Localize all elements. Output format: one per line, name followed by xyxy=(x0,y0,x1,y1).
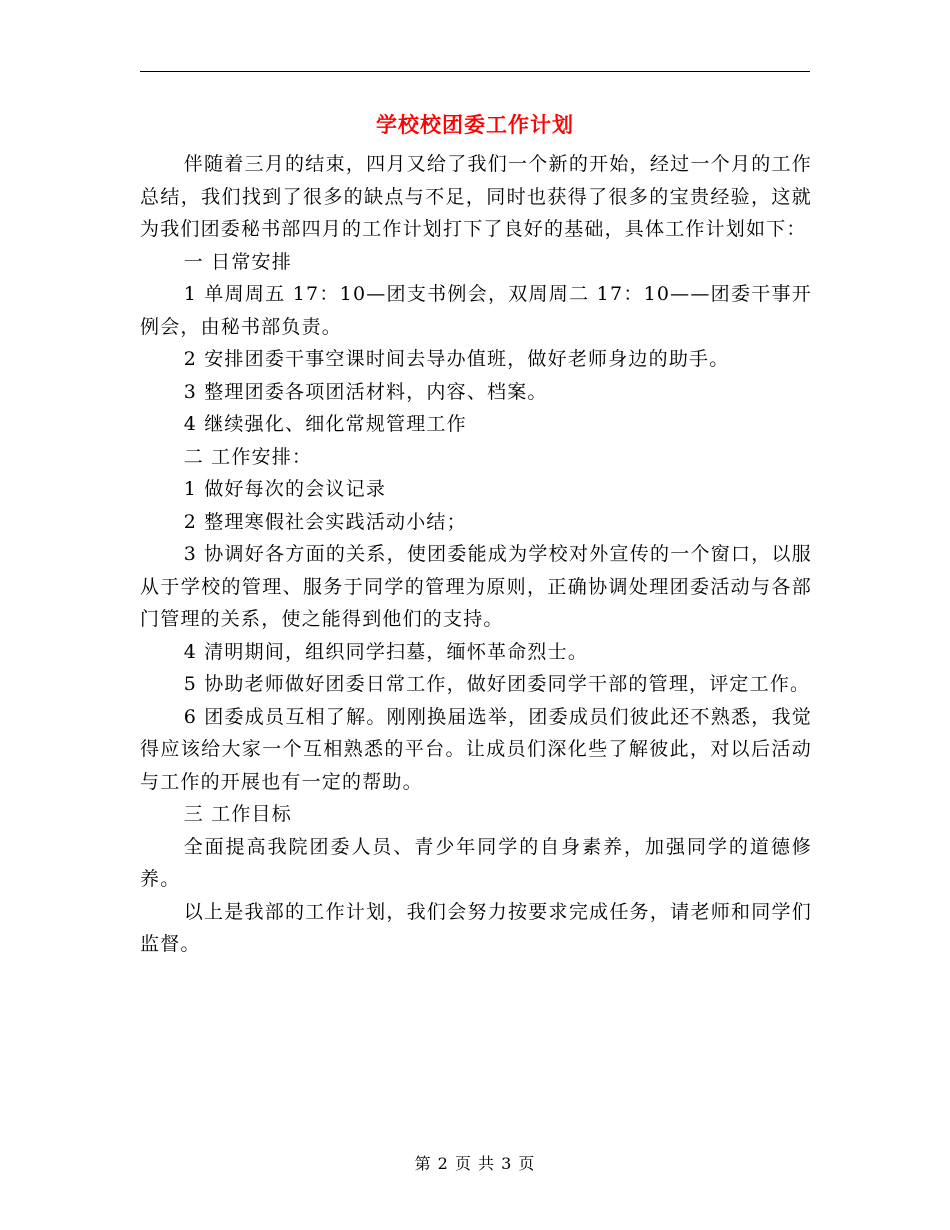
section-heading-work: 二 工作安排： xyxy=(183,445,313,468)
paragraph-item: 2 整理寒假社会实践活动小结； xyxy=(183,510,467,533)
header-rule xyxy=(140,71,810,72)
paragraph-item: 4 清明期间，组织同学扫墓，缅怀革命烈士。 xyxy=(183,640,589,663)
page-footer: 第 2 页 共 3 页 xyxy=(414,1154,536,1173)
document-body xyxy=(140,148,812,961)
paragraph-intro: 伴随着三月的结束，四月又给了我们一个新的开始，经过一个月的工作总结，我们找到了很多的缺点与不足，同时也获得了很多的宝贵经验，这就为我们团委秘书部四月的工作计划打下了良好的基础，具体工作计划如下： xyxy=(140,153,812,240)
paragraph-item: 3 整理团委各项团活材料，内容、档案。 xyxy=(183,380,548,403)
paragraph-item: 5 协助老师做好团委日常工作，做好团委同学干部的管理，评定工作。 xyxy=(183,673,811,695)
paragraph-item: 1 单周周五 17：10—团支书例会，双周周二 17：10——团委干事开例会，由秘书部负责。 xyxy=(140,283,812,338)
paragraph-item: 2 安排团委干事空课时间去导办值班，做好老师身边的助手。 xyxy=(183,348,730,370)
document-title: 学校校团委工作计划 xyxy=(376,112,574,137)
paragraph-item: 3 协调好各方面的关系，使团委能成为学校对外宣传的一个窗口，以服从于学校的管理、服务于同学的管理为原则，正确协调处理团委活动与各部门管理的关系，使之能得到他们的支持。 xyxy=(140,543,812,630)
paragraph-closing: 以上是我部的工作计划，我们会努力按要求完成任务，请老师和同学们监督。 xyxy=(140,900,812,955)
paragraph-item: 1 做好每次的会议记录 xyxy=(183,478,387,500)
section-heading-goals: 三 工作目标 xyxy=(183,803,292,825)
paragraph-goals: 全面提高我院团委人员、青少年同学的自身素养，加强同学的道德修养。 xyxy=(140,835,812,890)
paragraph-item: 6 团委成员互相了解。刚刚换届选举，团委成员们彼此还不熟悉，我觉得应该给大家一个互相熟悉的平台。让成员们深化些了解彼此，对以后活动与工作的开展也有一定的帮助。 xyxy=(140,705,812,793)
section-heading-daily: 一 日常安排 xyxy=(183,250,292,273)
paragraph-item: 4 继续强化、细化常规管理工作 xyxy=(183,413,467,435)
